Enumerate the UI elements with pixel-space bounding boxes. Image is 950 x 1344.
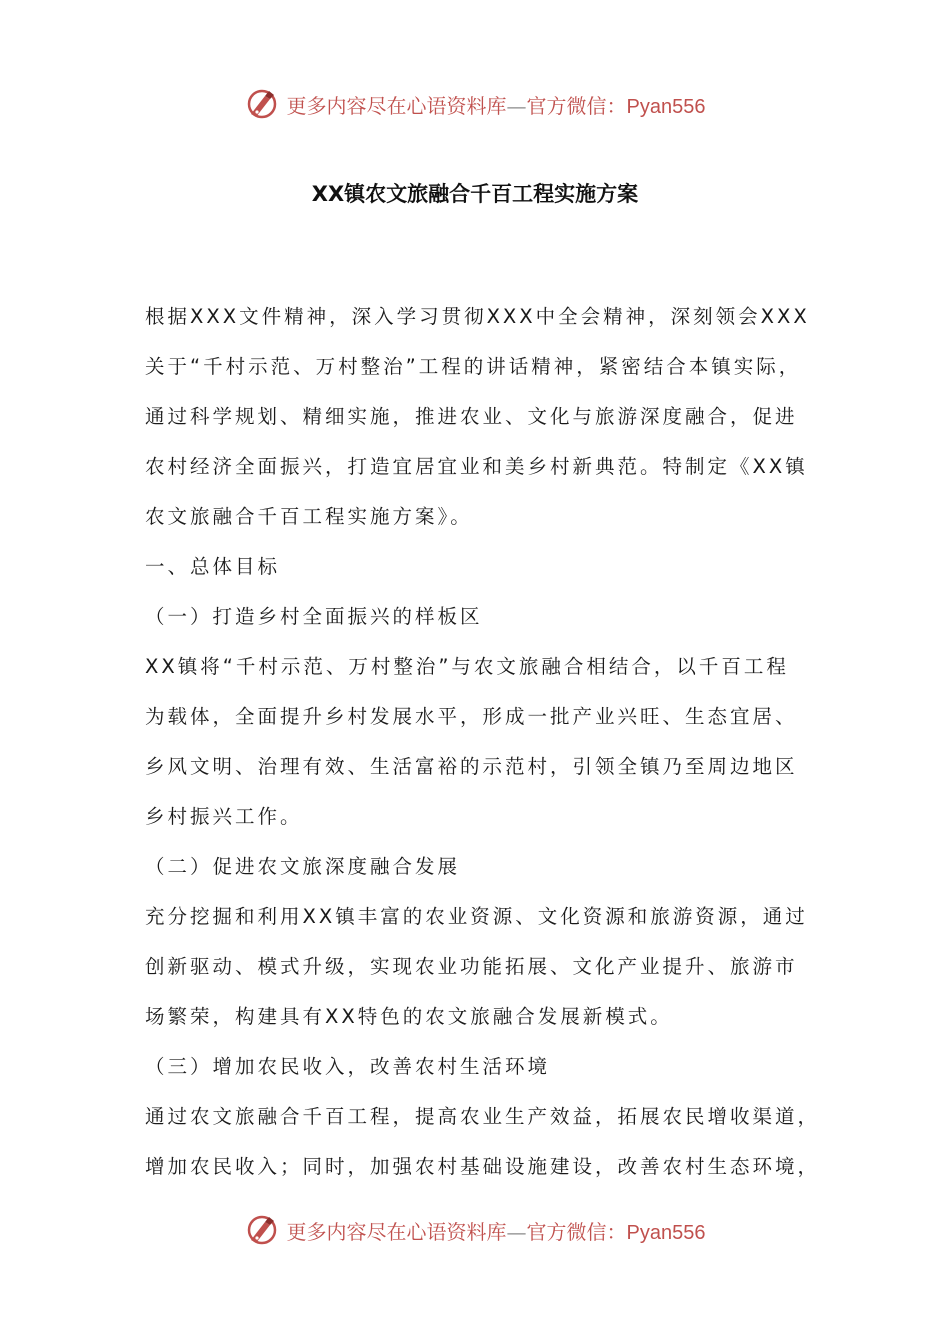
document-line: 根据XXX文件精神，深入学习贯彻XXX中全会精神，深刻领会XXX	[145, 305, 810, 328]
watermark-site-text: 更多内容尽在心语资料库	[286, 1219, 507, 1244]
document-line: 充分挖掘和利用XX镇丰富的农业资源、文化资源和旅游资源，通过	[145, 905, 808, 928]
document-line: XX镇将“千村示范、万村整治”与农文旅融合相结合，以千百工程	[145, 655, 789, 678]
document-line: 乡风文明、治理有效、生活富裕的示范村，引领全镇乃至周边地区	[145, 755, 798, 778]
watermark-account: Pyan556	[626, 95, 706, 118]
document-line: （一）打造乡村全面振兴的样板区	[145, 605, 483, 628]
watermark-banner-bottom	[0, 1208, 950, 1252]
watermark-dash: —	[506, 93, 527, 118]
document-line: 增加农民收入；同时，加强农村基础设施建设，改善农村生态环境，	[145, 1155, 821, 1178]
document-line: 农村经济全面振兴，打造宜居宜业和美乡村新典范。特制定《XX镇	[145, 455, 808, 478]
document-line: 关于“千村示范、万村整治”工程的讲话精神，紧密结合本镇实际，	[145, 355, 802, 378]
document-line: 为载体，全面提升乡村发展水平，形成一批产业兴旺、生态宜居、	[145, 705, 798, 728]
watermark-text	[287, 1216, 706, 1245]
pen-nib-logo-icon	[245, 87, 279, 121]
document-line: 一、总体目标	[145, 555, 281, 578]
watermark-site-text: 更多内容尽在心语资料库	[286, 93, 507, 118]
document-line: 创新驱动、模式升级，实现农业功能拓展、文化产业提升、旅游市	[145, 955, 798, 978]
document-line: 通过科学规划、精细实施，推进农业、文化与旅游深度融合，促进	[145, 405, 798, 428]
document-line: 通过农文旅融合千百工程，提高农业生产效益，拓展农民增收渠道，	[145, 1105, 821, 1128]
watermark-official-label: 官方微信：	[526, 93, 627, 118]
watermark-text	[287, 90, 706, 119]
watermark-account: Pyan556	[626, 1221, 706, 1244]
document-line: 场繁荣，构建具有XX特色的农文旅融合发展新模式。	[145, 1005, 673, 1028]
document-line: （三）增加农民收入，改善农村生活环境	[145, 1055, 551, 1078]
document-line: （二）促进农文旅深度融合发展	[145, 855, 461, 878]
watermark-dash: —	[506, 1219, 527, 1244]
watermark-official-label: 官方微信：	[526, 1219, 627, 1244]
watermark-banner-top	[0, 82, 950, 126]
document-line: 乡村振兴工作。	[145, 805, 303, 828]
document-body	[145, 292, 835, 1192]
document-line: 农文旅融合千百工程实施方案》。	[145, 505, 473, 528]
document-title: XX镇农文旅融合千百工程实施方案	[311, 182, 639, 206]
pen-nib-logo-icon	[245, 1213, 279, 1247]
